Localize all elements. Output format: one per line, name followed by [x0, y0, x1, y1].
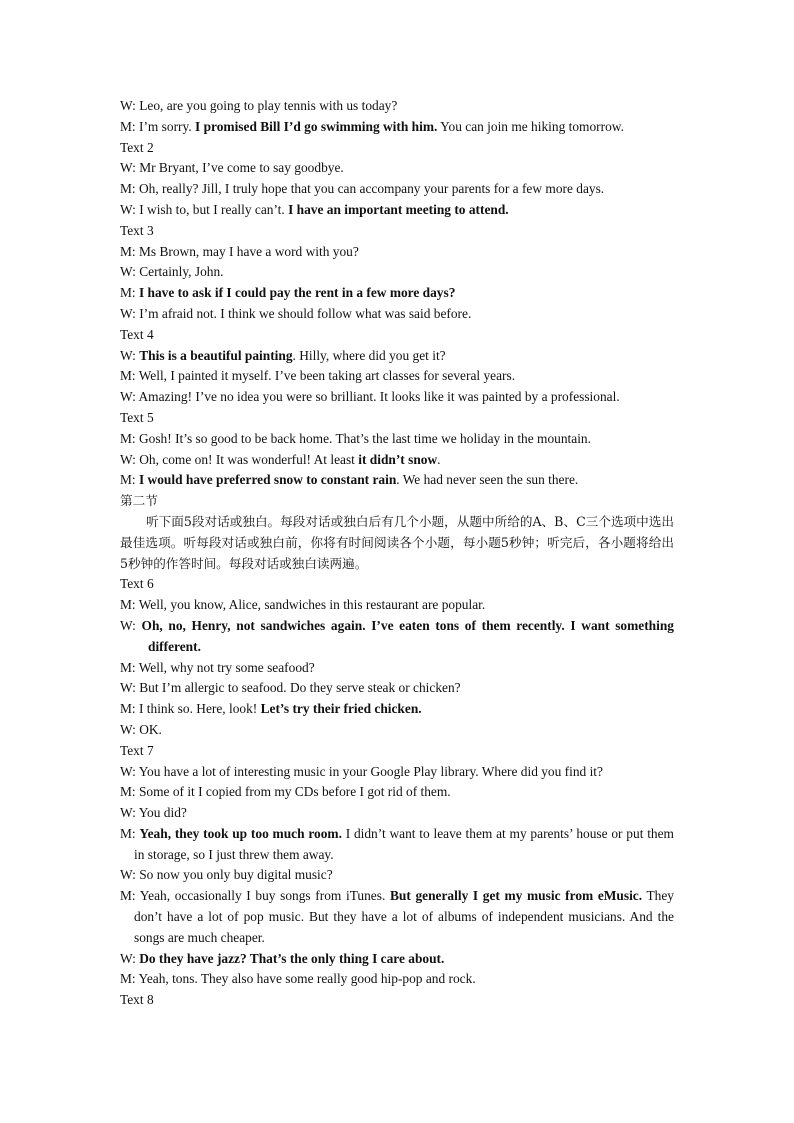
- plain-text: I’m afraid not. I think we should follow what was said before.: [139, 305, 472, 321]
- plain-text: .: [437, 451, 441, 467]
- bold-text: Do they have jazz? That’s the only thing I care about.: [139, 950, 445, 966]
- plain-text: Amazing! I’ve no idea you were so brilliant. It looks like it was painted by a professional.: [138, 389, 620, 405]
- bold-text: But generally I get my music from eMusic.: [389, 888, 643, 904]
- dialogue-line: [120, 762, 674, 783]
- dialogue-line: [120, 262, 674, 283]
- plain-text: Well, why not try some seafood?: [138, 659, 315, 675]
- text-heading: Text 7: [120, 742, 154, 758]
- text-heading: Text 8: [120, 992, 154, 1008]
- dialogue-line: [120, 158, 674, 179]
- speaker: M:: [120, 971, 139, 987]
- section-instructions: 听下面5段对话或独白。每段对话或独白后有几个小题，从题中所给的A、B、C三个选项中选出最佳选项。听每段对话或独白前，你将有时间阅读各个小题，每小题5秒钟；听完后，各小题将给出5秒钟的作答时间。每段对话或独白读两遍。: [120, 513, 674, 571]
- speaker: M:: [120, 597, 139, 613]
- text-heading: Text 2: [120, 139, 154, 155]
- speaker: M:: [120, 701, 139, 717]
- dialogue-line: [120, 387, 674, 408]
- section-heading: 第二节: [120, 493, 158, 509]
- text-heading: Text 6: [120, 576, 154, 592]
- speaker: W:: [120, 160, 140, 176]
- speaker: M:: [120, 181, 139, 197]
- plain-text: I think so. Here, look!: [138, 701, 261, 717]
- plain-text: You have a lot of interesting music in your Google Play library. Where did you find it?: [138, 763, 603, 779]
- plain-text: . We had never seen the sun there.: [396, 472, 579, 488]
- dialogue-line: [120, 450, 674, 471]
- plain-text: I didn’t want to leave them at my parents’ house or put them in storage, so I just threw them away.: [134, 825, 674, 862]
- speaker: W:: [120, 98, 140, 113]
- speaker: M:: [120, 368, 139, 384]
- plain-text: I’m sorry.: [138, 118, 196, 134]
- speaker: M:: [120, 430, 139, 446]
- plain-text: You can join me hiking tomorrow.: [437, 118, 624, 134]
- speaker: W:: [120, 451, 140, 467]
- speaker: M:: [120, 243, 139, 259]
- dialogue-line: [120, 200, 674, 221]
- dialogue-line: [120, 616, 674, 658]
- speaker: M:: [120, 784, 139, 800]
- speaker: W:: [120, 617, 142, 633]
- dialogue-line: [120, 429, 674, 450]
- speaker: W:: [120, 264, 140, 280]
- dialogue-line: [120, 470, 674, 491]
- dialogue-line: [120, 304, 674, 325]
- plain-text: Some of it I copied from my CDs before I got rid of them.: [138, 784, 451, 800]
- plain-text: Oh, really? Jill, I truly hope that you can accompany your parents for a few more days.: [138, 181, 605, 197]
- bold-text: it didn’t snow: [358, 451, 438, 467]
- bold-text: Yeah, they took up too much room.: [139, 825, 342, 841]
- bold-text: This is a beautiful painting: [139, 347, 293, 363]
- bold-text: Let’s try their fried chicken.: [260, 701, 422, 717]
- speaker: M:: [120, 118, 139, 134]
- dialogue-line: [120, 865, 674, 886]
- transcript-part-1: [120, 96, 674, 491]
- plain-text: Mr Bryant, I’ve come to say goodbye.: [139, 160, 344, 176]
- speaker: W:: [120, 201, 140, 217]
- speaker: W:: [120, 763, 139, 779]
- plain-text: But I’m allergic to seafood. Do they serve steak or chicken?: [139, 680, 461, 696]
- dialogue-line: [120, 824, 674, 866]
- dialogue-line: [120, 658, 674, 679]
- dialogue-line: [120, 346, 674, 367]
- dialogue-line: [120, 720, 674, 741]
- speaker: M:: [120, 472, 139, 488]
- speaker: M:: [120, 888, 140, 904]
- plain-text: So now you only buy digital music?: [139, 867, 333, 883]
- speaker: M:: [120, 825, 140, 841]
- bold-text: I would have preferred snow to constant rain: [138, 472, 397, 488]
- text-heading: Text 3: [120, 222, 154, 238]
- plain-text: You did?: [138, 805, 187, 821]
- plain-text: They don’t have a lot of pop music. But they have a lot of albums of independent musicians. And the songs are much cheaper.: [134, 888, 675, 945]
- plain-text: Certainly, John.: [139, 264, 224, 280]
- dialogue-line: [120, 117, 674, 138]
- plain-text: . Hilly, where did you get it?: [292, 347, 446, 363]
- speaker: M:: [120, 285, 139, 301]
- speaker: W:: [120, 867, 140, 883]
- speaker: W:: [120, 950, 140, 966]
- speaker: W:: [120, 347, 140, 363]
- plain-text: Yeah, occasionally I buy songs from iTunes.: [139, 888, 390, 904]
- bold-text: Oh, no, Henry, not sandwiches again. I’ve eaten tons of them recently. I want something different.: [141, 617, 674, 654]
- dialogue-line: [120, 595, 674, 616]
- plain-text: Well, I painted it myself. I’ve been taking art classes for several years.: [138, 368, 516, 384]
- plain-text: Ms Brown, may I have a word with you?: [138, 243, 359, 259]
- speaker: W:: [120, 305, 140, 321]
- document-page: [120, 96, 674, 1011]
- bold-text: I promised Bill I’d go swimming with him.: [195, 118, 438, 134]
- plain-text: Oh, come on! It was wonderful! At least: [139, 451, 359, 467]
- speaker: W:: [120, 805, 139, 821]
- speaker: M:: [120, 659, 139, 675]
- plain-text: Leo, are you going to play tennis with us today?: [139, 98, 398, 113]
- bold-text: I have an important meeting to attend.: [288, 201, 509, 217]
- dialogue-line: [120, 782, 674, 803]
- speaker: W:: [120, 389, 139, 405]
- dialogue-line: [120, 242, 674, 263]
- dialogue-line: [120, 678, 674, 699]
- dialogue-line: [120, 283, 674, 304]
- bold-text: I have to ask if I could pay the rent in a few more days?: [138, 285, 456, 301]
- dialogue-line: [120, 949, 674, 970]
- text-heading: Text 4: [120, 326, 154, 342]
- plain-text: OK.: [139, 721, 162, 737]
- speaker: W:: [120, 680, 140, 696]
- dialogue-line: [120, 803, 674, 824]
- text-heading: Text 5: [120, 409, 154, 425]
- dialogue-line: [120, 366, 674, 387]
- dialogue-line: [120, 699, 674, 720]
- plain-text: Yeah, tons. They also have some really good hip-pop and rock.: [138, 971, 476, 987]
- plain-text: Well, you know, Alice, sandwiches in this restaurant are popular.: [138, 597, 486, 613]
- dialogue-line: [120, 886, 674, 948]
- plain-text: I wish to, but I really can’t.: [139, 201, 289, 217]
- speaker: W:: [120, 721, 140, 737]
- dialogue-line: [120, 179, 674, 200]
- dialogue-line: [120, 96, 674, 117]
- dialogue-line: [120, 969, 674, 990]
- plain-text: Gosh! It’s so good to be back home. That’s the last time we holiday in the mountain.: [138, 430, 591, 446]
